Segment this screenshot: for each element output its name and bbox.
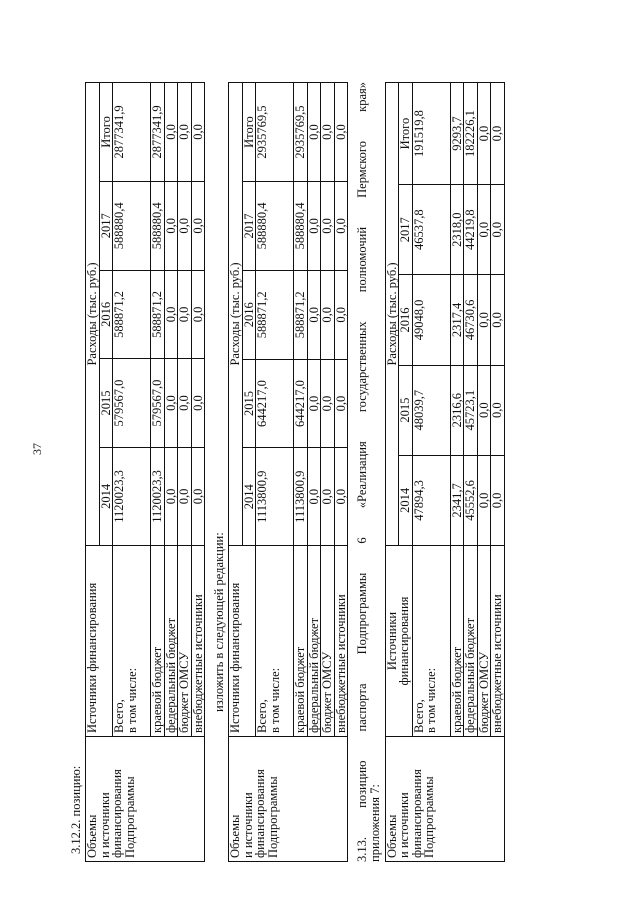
table-cell: 579567,0: [113, 359, 151, 448]
table-label: Объемы и источники финансирования Подпрограммы: [229, 737, 348, 862]
table-cell: 2341,7: [450, 455, 464, 545]
source-header: Источники финансирования: [86, 546, 113, 737]
table-cell: 0,0: [191, 359, 205, 448]
table-cell: 588871,2: [294, 270, 308, 359]
row-label: краевой бюджет: [294, 546, 308, 737]
year-header: 2017: [242, 182, 256, 271]
table-cell: 2935769,5: [294, 83, 308, 182]
year-header: 2015: [399, 365, 413, 455]
source-header: Источники финансирования: [229, 546, 256, 737]
expenses-header: Расходы (тыс. руб.): [86, 83, 100, 546]
section-heading: 3.12.2. позицию:: [69, 765, 83, 854]
total-header: Итого: [242, 83, 256, 182]
table-cell: 588880,4: [256, 182, 294, 271]
year-header: 2016: [99, 270, 113, 359]
table-cell: 0,0: [477, 455, 491, 545]
table-cell: 9293,7: [450, 83, 464, 185]
year-header: 2017: [399, 185, 413, 275]
page-number: 37: [30, 443, 44, 455]
table-cell: 0,0: [477, 83, 491, 185]
table-cell: 588880,4: [113, 181, 151, 270]
year-header: 2014: [399, 455, 413, 545]
table-cell: 191519,8: [412, 83, 450, 185]
table-cell: 0,0: [178, 447, 192, 545]
table-cell: 0,0: [491, 185, 505, 275]
table-cell: 0,0: [321, 359, 335, 448]
table-cell: 0,0: [491, 365, 505, 455]
year-header: 2015: [99, 359, 113, 448]
table-cell: 0,0: [164, 270, 178, 359]
table-cell: 2318,0: [450, 185, 464, 275]
table-cell: 48039,7: [412, 365, 450, 455]
table-cell: 0,0: [307, 448, 321, 546]
table-cell: 0,0: [191, 181, 205, 270]
year-header: 2017: [99, 181, 113, 270]
rotated-content: [70, 82, 530, 862]
expenses-header: Расходы (тыс. руб.): [385, 83, 399, 546]
table-cell: 1113800,9: [294, 448, 308, 546]
year-header: 2014: [99, 447, 113, 545]
table-cell: 45723,1: [464, 365, 478, 455]
table-cell: 0,0: [491, 455, 505, 545]
financing-table-subprogram6: [385, 82, 505, 862]
table-cell: 0,0: [321, 448, 335, 546]
table-cell: 2316,6: [450, 365, 464, 455]
table-cell: 46730,6: [464, 275, 478, 365]
row-label: внебюджетные источники: [491, 546, 505, 737]
row-label-total: Всего, в том числе:: [412, 546, 450, 737]
table-label: Объемы и источники финансирования Подпрограммы: [385, 737, 504, 862]
table-cell: 0,0: [321, 83, 335, 182]
year-header: 2016: [242, 270, 256, 359]
table-cell: 182226,1: [464, 83, 478, 185]
row-label: федеральный бюджет: [464, 546, 478, 737]
table-cell: 644217,0: [294, 359, 308, 448]
table-cell: 0,0: [334, 359, 348, 448]
table-cell: 45552,6: [464, 455, 478, 545]
table-cell: 0,0: [491, 83, 505, 185]
row-label: краевой бюджет: [450, 546, 464, 737]
row-label: бюджет ОМСУ: [477, 546, 491, 737]
financing-table-old: [85, 82, 205, 862]
table-cell: 0,0: [164, 181, 178, 270]
total-header: Итого: [99, 83, 113, 182]
table-cell: 0,0: [334, 182, 348, 271]
row-label: внебюджетные источники: [191, 546, 205, 737]
table-cell: 1113800,9: [256, 448, 294, 546]
table-cell: 0,0: [334, 448, 348, 546]
table-cell: 1120023,3: [113, 447, 151, 545]
table-cell: 588871,2: [151, 270, 165, 359]
table-cell: 2877341,9: [151, 83, 165, 182]
source-header: Источники финансирования: [385, 546, 412, 737]
table-cell: 0,0: [307, 83, 321, 182]
table-cell: 0,0: [191, 83, 205, 182]
table-cell: 1120023,3: [151, 447, 165, 545]
expenses-header: Расходы (тыс. руб.): [229, 83, 243, 546]
year-header: 2016: [399, 275, 413, 365]
table-cell: 44219,8: [464, 185, 478, 275]
row-label-total: Всего, в том числе:: [256, 546, 294, 737]
table-cell: 0,0: [491, 275, 505, 365]
table-cell: 47894,3: [412, 455, 450, 545]
row-label: внебюджетные источники: [334, 546, 348, 737]
table-cell: 49048,0: [412, 275, 450, 365]
row-label: краевой бюджет: [151, 546, 165, 737]
section-heading: изложить в следующей редакции:: [212, 532, 227, 712]
table-cell: 0,0: [321, 270, 335, 359]
section-heading: 3.13. позицию паспорта Подпрограммы 6 «Реализация государственных полномочий Пермского края»: [355, 82, 370, 862]
table-cell: 2317,4: [450, 275, 464, 365]
table-label: Объемы и источники финансирования Подпрограммы: [86, 737, 205, 862]
table-cell: 0,0: [191, 447, 205, 545]
table-cell: 0,0: [321, 182, 335, 271]
table-cell: 0,0: [334, 270, 348, 359]
table-cell: 644217,0: [256, 359, 294, 448]
year-header: 2015: [242, 359, 256, 448]
table-cell: 0,0: [477, 275, 491, 365]
table-cell: 588871,2: [256, 270, 294, 359]
total-header: Итого: [399, 83, 413, 185]
table-cell: 0,0: [178, 270, 192, 359]
table-cell: 0,0: [334, 83, 348, 182]
table-cell: 588871,2: [113, 270, 151, 359]
table-cell: 588880,4: [294, 182, 308, 271]
table-cell: 0,0: [307, 270, 321, 359]
table-cell: 46537,8: [412, 185, 450, 275]
table-cell: 0,0: [164, 359, 178, 448]
table-cell: 0,0: [178, 181, 192, 270]
financing-table-new: [228, 82, 348, 862]
table-cell: 588880,4: [151, 181, 165, 270]
row-label: бюджет ОМСУ: [178, 546, 192, 737]
table-cell: 0,0: [191, 270, 205, 359]
table-cell: 0,0: [307, 182, 321, 271]
table-cell: 0,0: [178, 359, 192, 448]
section-heading-continuation: приложения 7:: [368, 784, 383, 862]
row-label: федеральный бюджет: [164, 546, 178, 737]
table-cell: 0,0: [164, 447, 178, 545]
row-label: федеральный бюджет: [307, 546, 321, 737]
table-cell: 2935769,5: [256, 83, 294, 182]
table-cell: 0,0: [178, 83, 192, 182]
row-label-total: Всего, в том числе:: [113, 546, 151, 737]
table-cell: 579567,0: [151, 359, 165, 448]
year-header: 2014: [242, 448, 256, 546]
table-cell: 0,0: [477, 365, 491, 455]
row-label: бюджет ОМСУ: [321, 546, 335, 737]
table-cell: 2877341,9: [113, 83, 151, 182]
table-cell: 0,0: [307, 359, 321, 448]
table-cell: 0,0: [477, 185, 491, 275]
table-cell: 0,0: [164, 83, 178, 182]
